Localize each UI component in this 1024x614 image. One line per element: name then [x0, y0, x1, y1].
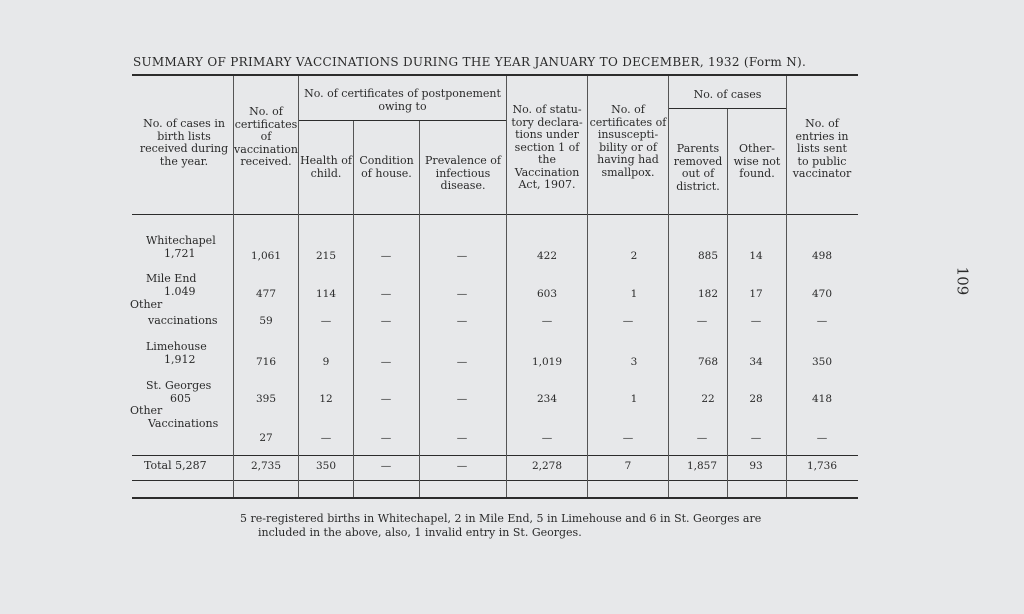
cell-statutory: —	[541, 432, 553, 444]
cell-certificates: 27	[259, 432, 273, 444]
cell-parents-removed: 885	[697, 250, 719, 262]
footnote	[240, 512, 800, 540]
cell-otherwise: 34	[749, 356, 763, 368]
col-divider	[668, 76, 669, 497]
row-sublabel: 1,721	[164, 247, 196, 260]
total-otherwise: 93	[749, 460, 763, 472]
cell-otherwise: 17	[749, 288, 763, 300]
row-label: Whitechapel	[146, 234, 216, 247]
row-label: St. Georges	[146, 379, 212, 392]
header-statutory: No. of statu-tory declara-tions under section 1 of the Vaccination Act, 1907.	[511, 103, 583, 191]
cell-certificates: 477	[255, 288, 277, 300]
cell-certificates: 395	[255, 393, 277, 405]
cell-insusceptibility: —	[622, 432, 634, 444]
row-label: Mile End	[146, 272, 197, 285]
header-health: Health of child.	[300, 154, 352, 180]
cell-certificates: 716	[255, 356, 277, 368]
row-sublabel: 1,912	[164, 353, 196, 366]
row-sublabel: 605	[170, 392, 191, 405]
header-otherwise: Other-wise not found.	[733, 142, 781, 180]
header-entries: No. of entries in lists sent to public vaccinator	[792, 117, 852, 180]
total-top-rule	[132, 455, 858, 456]
cell-health: —	[320, 432, 332, 444]
cell-parents-removed: 768	[697, 356, 719, 368]
cell-insusceptibility: 1	[630, 393, 638, 405]
cell-prevalence: —	[456, 356, 468, 368]
total-prevalence: —	[456, 460, 468, 472]
cell-parents-removed: 182	[697, 288, 719, 300]
row-label: Other	[130, 404, 163, 417]
cell-insusceptibility: 2	[630, 250, 638, 262]
total-label: Total 5,287	[144, 459, 207, 472]
total-certificates: 2,735	[250, 460, 282, 472]
cell-otherwise: —	[750, 432, 762, 444]
header-certificates: No. of certificates of vaccination received.	[234, 105, 298, 168]
cell-certificates: 59	[259, 315, 273, 327]
cell-health: —	[320, 315, 332, 327]
row-sublabel: vaccinations	[148, 314, 218, 327]
header-insusceptibility: No. of certificates of insuscepti-bility or of having had smallpox.	[589, 103, 667, 179]
cell-prevalence: —	[456, 288, 468, 300]
header-postponement-group: No. of certificates of postponement owing to	[304, 87, 501, 113]
cell-insusceptibility: 3	[630, 356, 638, 368]
cell-condition: —	[380, 432, 392, 444]
row-sublabel: 1.049	[164, 285, 196, 298]
cell-statutory: 422	[536, 250, 558, 262]
total-entries: 1,736	[806, 460, 838, 472]
cell-parents-removed: 22	[701, 393, 715, 405]
cell-condition: —	[380, 356, 392, 368]
row-sublabel: Vaccinations	[148, 417, 219, 430]
cell-entries: 350	[811, 356, 833, 368]
cell-statutory: 1,019	[531, 356, 563, 368]
total-statutory: 2,278	[531, 460, 563, 472]
cell-prevalence: —	[456, 250, 468, 262]
cell-insusceptibility: 1	[630, 288, 638, 300]
cell-health: 12	[319, 393, 333, 405]
page-title: SUMMARY OF PRIMARY VACCINATIONS DURING THE YEAR JANUARY TO DECEMBER, 1932 (Form N).	[133, 55, 807, 69]
total-bottom-rule	[132, 480, 858, 481]
col-divider	[786, 76, 787, 497]
cell-prevalence: —	[456, 393, 468, 405]
cell-entries: —	[816, 432, 828, 444]
cell-condition: —	[380, 288, 392, 300]
cell-statutory: 603	[536, 288, 558, 300]
cell-health: 9	[322, 356, 330, 368]
cell-condition: —	[380, 315, 392, 327]
cell-otherwise: —	[750, 315, 762, 327]
top-rule	[132, 74, 858, 76]
cell-statutory: 234	[536, 393, 558, 405]
header-parents-removed: Parents removed out of district.	[673, 142, 723, 193]
cell-insusceptibility: —	[622, 315, 634, 327]
total-insusceptibility: 7	[624, 460, 632, 472]
cell-condition: —	[380, 250, 392, 262]
cell-entries: 418	[811, 393, 833, 405]
header-rule	[132, 214, 858, 215]
header-condition: Condition of house.	[359, 154, 414, 180]
bottom-rule	[132, 497, 858, 499]
cell-entries: —	[816, 315, 828, 327]
cell-health: 215	[315, 250, 337, 262]
footnote-line-1: 5 re-registered births in Whitechapel, 2 in Mile End, 5 in Limehouse and 6 in St. Georges are	[240, 512, 762, 525]
cell-certificates: 1,061	[250, 250, 282, 262]
cell-health: 114	[315, 288, 337, 300]
cell-statutory: —	[541, 315, 553, 327]
cell-otherwise: 28	[749, 393, 763, 405]
row-label: Other	[130, 298, 163, 311]
cell-parents-removed: —	[696, 432, 708, 444]
total-condition: —	[380, 460, 392, 472]
header-cases-group: No. of cases	[693, 88, 762, 101]
header-cases: No. of cases in birth lists received during the year.	[139, 117, 229, 168]
cell-prevalence: —	[456, 315, 468, 327]
row-label: Limehouse	[146, 340, 207, 353]
header-prevalence: Prevalence of infectious disease.	[425, 154, 501, 192]
cell-entries: 498	[811, 250, 833, 262]
cell-prevalence: —	[456, 432, 468, 444]
page-number: 109	[953, 266, 972, 296]
total-parents-removed: 1,857	[686, 460, 718, 472]
postponement-subrule	[298, 120, 507, 121]
footnote-line-2: included in the above, also, 1 invalid entry in St. Georges.	[258, 526, 582, 539]
cell-otherwise: 14	[749, 250, 763, 262]
total-health: 350	[315, 460, 337, 472]
cell-parents-removed: —	[696, 315, 708, 327]
cell-condition: —	[380, 393, 392, 405]
cell-entries: 470	[811, 288, 833, 300]
